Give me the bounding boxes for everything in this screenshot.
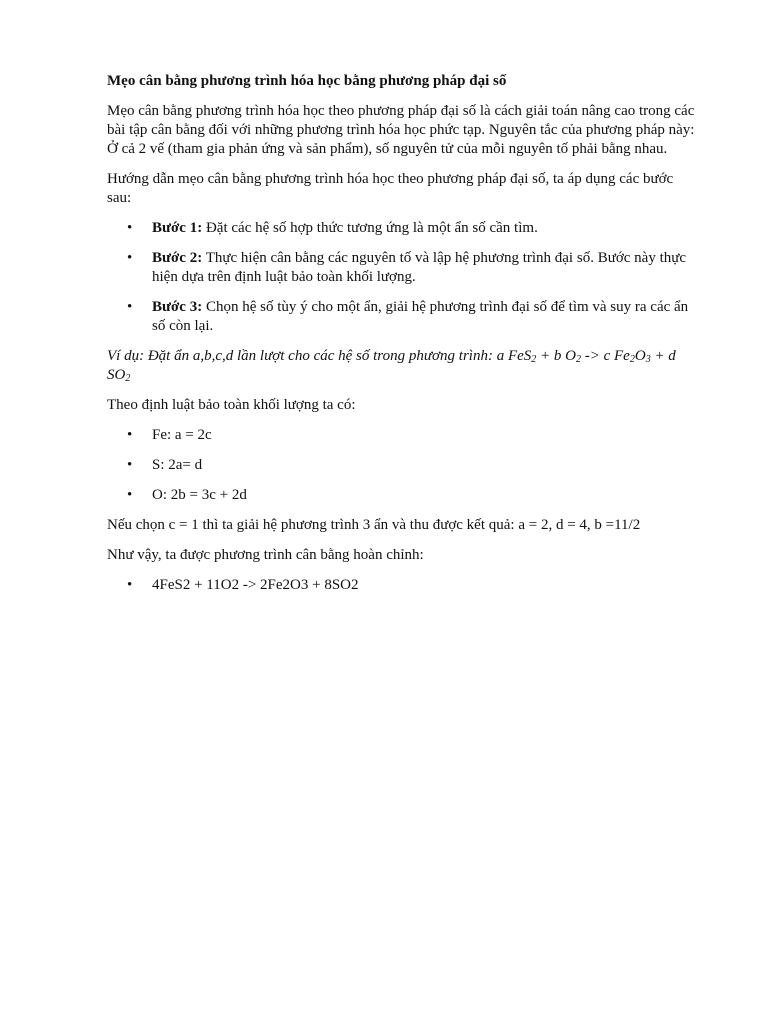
list-item	[107, 426, 701, 445]
equation-text: Fe: a = 2c	[152, 427, 212, 443]
bullet-icon: •	[127, 577, 133, 593]
bullet-icon: •	[127, 427, 133, 443]
document-page	[107, 72, 701, 606]
result-intro-paragraph: Như vậy, ta được phương trình cân bằng hoàn chỉnh:	[107, 547, 424, 563]
subscript: 2	[531, 354, 537, 365]
step-label: Bước 2:	[152, 250, 203, 266]
list-item	[107, 298, 701, 336]
step-label: Bước 3:	[152, 299, 203, 315]
list-item	[107, 576, 701, 595]
subscript: 2	[575, 354, 581, 365]
example-text: -> c Fe	[580, 348, 630, 364]
step-label: Bước 1:	[152, 220, 203, 236]
bullet-icon: •	[127, 220, 133, 236]
list-item	[107, 486, 701, 505]
final-equation: 4FeS2 + 11O2 -> 2Fe2O3 + 8SO2	[152, 577, 359, 593]
example-text: + b O	[536, 348, 576, 364]
step-text: Chọn hệ số tùy ý cho một ẩn, giải hệ phương trình đại số để tìm và suy ra các ẩn số còn lại.	[152, 299, 689, 334]
guide-paragraph: Hướng dẫn mẹo cân bằng phương trình hóa học theo phương pháp đại số, ta áp dụng các bước sau:	[107, 171, 674, 206]
equations-list	[107, 426, 701, 505]
example-paragraph	[107, 347, 701, 385]
subscript: 3	[645, 354, 651, 365]
subscript: 2	[125, 373, 131, 384]
step-text: Thực hiện cân bằng các nguyên tố và lập hệ phương trình đại số. Bước này thực hiện dựa trên định luật bảo toàn khối lượng.	[152, 250, 687, 285]
document-title: Mẹo cân bằng phương trình hóa học bằng phương pháp đại số	[107, 73, 507, 89]
steps-list	[107, 219, 701, 336]
list-item	[107, 219, 701, 238]
list-item	[107, 456, 701, 475]
example-text: O	[634, 348, 646, 364]
step-text: Đặt các hệ số hợp thức tương ứng là một ẩn số cần tìm.	[202, 220, 538, 236]
final-list	[107, 576, 701, 595]
subscript: 2	[629, 354, 635, 365]
bullet-icon: •	[127, 487, 133, 503]
equation-text: S: 2a= d	[152, 457, 203, 473]
equation-text: O: 2b = 3c + 2d	[152, 487, 247, 503]
list-item	[107, 249, 701, 287]
example-text: Ví dụ: Đặt ẩn a,b,c,d lần lượt cho các hệ số trong phương trình: a FeS	[107, 348, 532, 364]
example-text: + d SO	[107, 348, 676, 383]
choice-paragraph: Nếu chọn c = 1 thì ta giải hệ phương trình 3 ẩn và thu được kết quả: a = 2, d = 4, b =11/2	[107, 517, 641, 533]
intro-paragraph: Mẹo cân bằng phương trình hóa học theo phương pháp đại số là cách giải toán nâng cao trong các bài tập cân bằng đối với những phương trình hóa học phức tạp. Nguyên tắc của phương pháp này: Ở cả 2 vế (tham gia phản ứng và sản phẩm), số nguyên tử của mỗi nguyên tố phải bằng nhau.	[107, 103, 695, 157]
law-paragraph: Theo định luật bảo toàn khối lượng ta có:	[107, 397, 356, 413]
bullet-icon: •	[127, 250, 133, 266]
bullet-icon: •	[127, 457, 133, 473]
bullet-icon: •	[127, 299, 133, 315]
